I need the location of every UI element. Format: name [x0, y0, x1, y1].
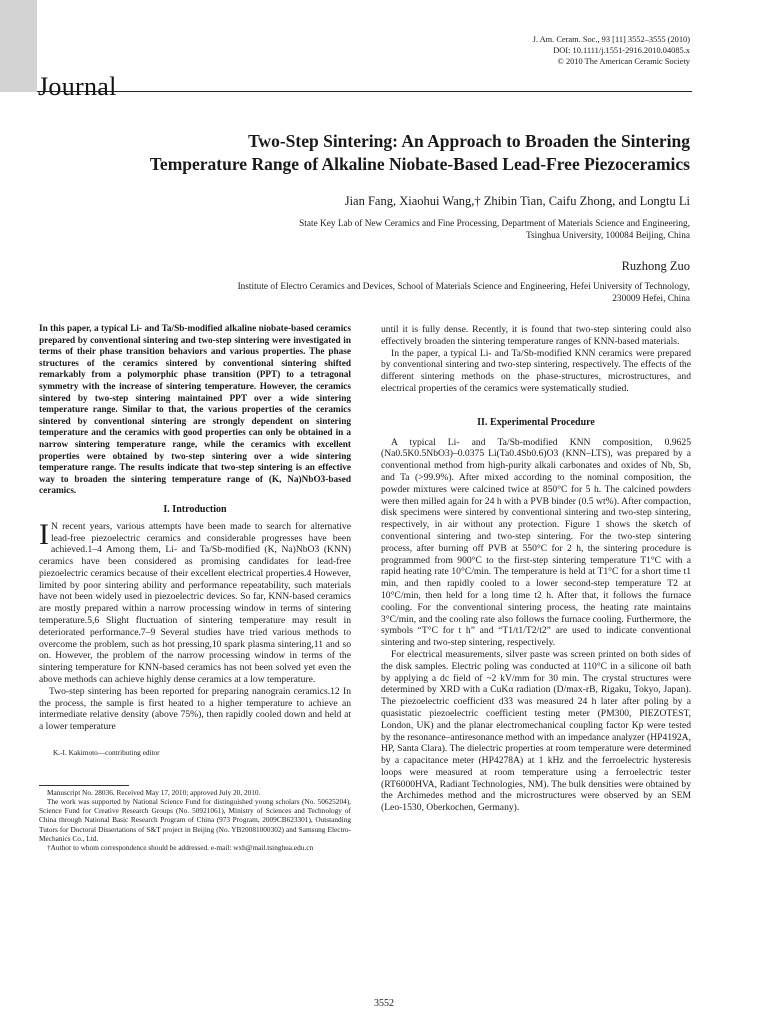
- journal-logo: Journal: [38, 72, 117, 101]
- header-rule: [37, 91, 692, 92]
- footnote-correspondence: †Author to whom correspondence should be addressed. e-mail: wxh@mail.tsinghua.edu.cn: [47, 843, 314, 853]
- affiliation-line: Institute of Electro Ceramics and Devices, School of Materials Science and Engineering, Hefei University of Technology,: [237, 282, 690, 292]
- abstract: In this paper, a typical Li- and Ta/Sb-modified alkaline niobate-based ceramics prepared by conventional sintering and two-step sintering were investigated in terms of their phase transition behaviors and various properties. The phase structures of the ceramics sintered by conventional sintering shifted remarkably from a polymorphic phase transition (PPT) to a tetragonal symmetry with the increase of sintering temperature. However, the ceramics sintered by two-step sintering maintained PPT over a wide sintering temperature range. Similar to that, the various properties of the ceramics sintered by conventional sintering are strongly dependent on sintering temperature and the ceramics with good properties can only be obtained in a narrow sintering temperature range, while the ceramics with excellent properties were obtained by two-step sintering over a wide sintering temperature range. The results indicate that two-step sintering is an effective way to broaden the sintering temperature range of (K, Na)NbO3-based ceramics.: [39, 324, 351, 497]
- intro-paragraph: [39, 517, 351, 686]
- footnote-funding: The work was supported by National Science Fund for distinguished young scholars (No. 50625204), Science Fund for Creative Research Groups (No. 50921061), Ministry of Sciences and Technology of China through National Basic Research Program of China (973 Program, 2009CB623301), Outstanding Tutors for Doctoral Dissertations of S&T project in Beijing (No. YB20081000302) and Samsung Electro-Mechanics Co., Ltd.: [39, 797, 351, 843]
- affiliation-1: [299, 218, 690, 243]
- intro-paragraph-text: N recent years, various attempts have been made to search for alternative lead-free piezoelectric ceramics and considerable progresses have been achieved.1–4 Among them, Li- and Ta/Sb-modified (K, Na)NbO3 (KNN) ceramics have been considered as promising candidates for lead-free piezoelectric ceramics because of their excellent electrical properties.4 However, limited by poor sintering ability and performance repeatability, such materials have not been widely used in piezoelectric devices. So far, KNN-based ceramics are mostly prepared within a narrow processing window in terms of sintering temperature.5,6 Slight fluctuation of sintering temperature may result in deteriorated performance.7–9 Several studies have tried various methods to overcome the problem, such as hot pressing,10 spark plasma sintering,11 and so on. However, the problem of the narrow processing window in terms of the sintering temperature for KNN-based ceramics has not been solved yet even the above methods can achieve highly dense ceramics at a low temperature.: [39, 520, 351, 686]
- intro-paragraph-2: Two-step sintering has been reported for preparing nanograin ceramics.12 In the process, the sample is first heated to a higher temperature to achieve an intermediate relative density (above 75%), then rapidly cooled down and held at a lower temperature: [39, 685, 351, 733]
- left-column: [39, 324, 351, 852]
- journal-sidebar-bar: [0, 0, 37, 92]
- section-heading-experimental: II. Experimental Procedure: [477, 416, 595, 428]
- body-paragraph: For electrical measurements, silver paste was screen printed on both sides of the disk samples. Electric poling was conducted at 110°C in a silicone oil bath by applying a dc field of ~2 kV/mm for 30 min. The crystal structures were determined by XRD with a CuKα radiation (D/max-rB, Rigaku, Tokyo, Japan). The piezoelectric coefficient d33 was measured 24 h later after poling by a quasistatic piezoelectric coefficient testing meter (PM300, PIEZOTEST, London, UK) and the planar electromechanical coupling factor Kp were tested by the resonance–antiresonance method with an impedance analyzer (HP4192A, HP, Santa Clara). The dielectric properties at room temperature were determined by a capacitance meter (HP4278A) at 1 kHz and the ferroelectric hysteresis loops were measured at room temperature using a ferroelectric tester (RT6000HVA, Radiant Technologies, NM). The bulk densities were obtained by the Archimedes method and the microstructures were observed by an SEM (Leo-1530, Oberkochen, Germany).: [381, 648, 691, 814]
- article-title: [60, 130, 690, 176]
- footnotes: [39, 785, 351, 852]
- citation: J. Am. Ceram. Soc., 93 [11] 3552–3555 (2010): [532, 35, 690, 44]
- section-heading-introduction: I. Introduction: [163, 503, 227, 515]
- affiliation-2: [238, 281, 690, 306]
- affiliation-line: State Key Lab of New Ceramics and Fine Processing, Department of Materials Science and Engineering,: [299, 219, 690, 229]
- drop-cap: I: [39, 517, 49, 551]
- doi-link[interactable]: DOI: 10.1111/j.1551-2916.2010.04085.x: [553, 46, 690, 55]
- affiliation-line: Tsinghua University, 100084 Beijing, China: [525, 231, 690, 242]
- copyright: © 2010 The American Ceramic Society: [557, 57, 690, 66]
- right-column: [381, 324, 691, 814]
- body-paragraph: In the paper, a typical Li- and Ta/Sb-modified KNN ceramics were prepared by conventional sintering and two-step sintering, respectively. The effects of the different sintering methods on the phase-structures, microstructures, and electrical properties of the ceramics were systematically studied.: [381, 347, 691, 394]
- title-line: Two-Step Sintering: An Approach to Broaden the Sintering: [248, 131, 690, 151]
- body-paragraph: until it is fully dense. Recently, it is found that two-step sintering could also effectively broaden the sintering temperature ranges of KNN-based materials.: [381, 324, 691, 347]
- author-list-1: Jian Fang, Xiaohui Wang,† Zhibin Tian, Caifu Zhong, and Longtu Li: [344, 194, 690, 208]
- footnote-rule: [39, 785, 129, 786]
- page-number: 3552: [374, 998, 394, 1009]
- title-line: Temperature Range of Alkaline Niobate-Based Lead-Free Piezoceramics: [149, 154, 690, 174]
- author-list-2: Ruzhong Zuo: [621, 259, 690, 273]
- footnote-manuscript: Manuscript No. 28036. Received May 17, 2010; approved July 20, 2010.: [47, 787, 261, 797]
- journal-info: [533, 34, 690, 67]
- contributing-editor: K.-I. Kakimoto—contributing editor: [53, 748, 160, 758]
- body-paragraph: A typical Li- and Ta/Sb-modified KNN composition, 0.9625 (Na0.5K0.5NbO3)–0.0375 Li(Ta0.4Sb0.6)O3 (KNN–LTS), was prepared by a conventional method from high-purity alkali carbonates and oxides of Nb, Sb, and Ta (>99.9%). After mixed according to the nominal composition, the powder mixtures were calcined twice at 850°C for 5 h. The calcined powders were then milled again for 24 h with a PVB binder (0.5 wt%). After compaction, disk specimens were sintered by conventional sintering and two-step sintering, respectively, in air without any protection. Figure 1 shows the sketch of conventional sintering and two-step sintering. For the two-step sintering process, after burning off PVB at 550°C for 2 h, the sintering procedure is programmed from 900°C to the first-step sintering temperature T1°C with a rapid heating rate 10°C/min. The temperature is held at T1°C for a short time t1 min, and then rapidly cooled to a lower second-step temperature T2 at 10°C/min, then held for a long time t2 h. After that, it follows the furnace cooling. For the conventional sintering process, the heating rate maintains 3°C/min, and the cooling rate also follows the furnace cooling. Furthermore, the symbols “T°C for t h” and “T1/t1/T2/t2” are used to indicate conventional sintering and two-step sintering, respectively.: [381, 436, 691, 649]
- affiliation-line: 230009 Hefei, China: [612, 294, 690, 305]
